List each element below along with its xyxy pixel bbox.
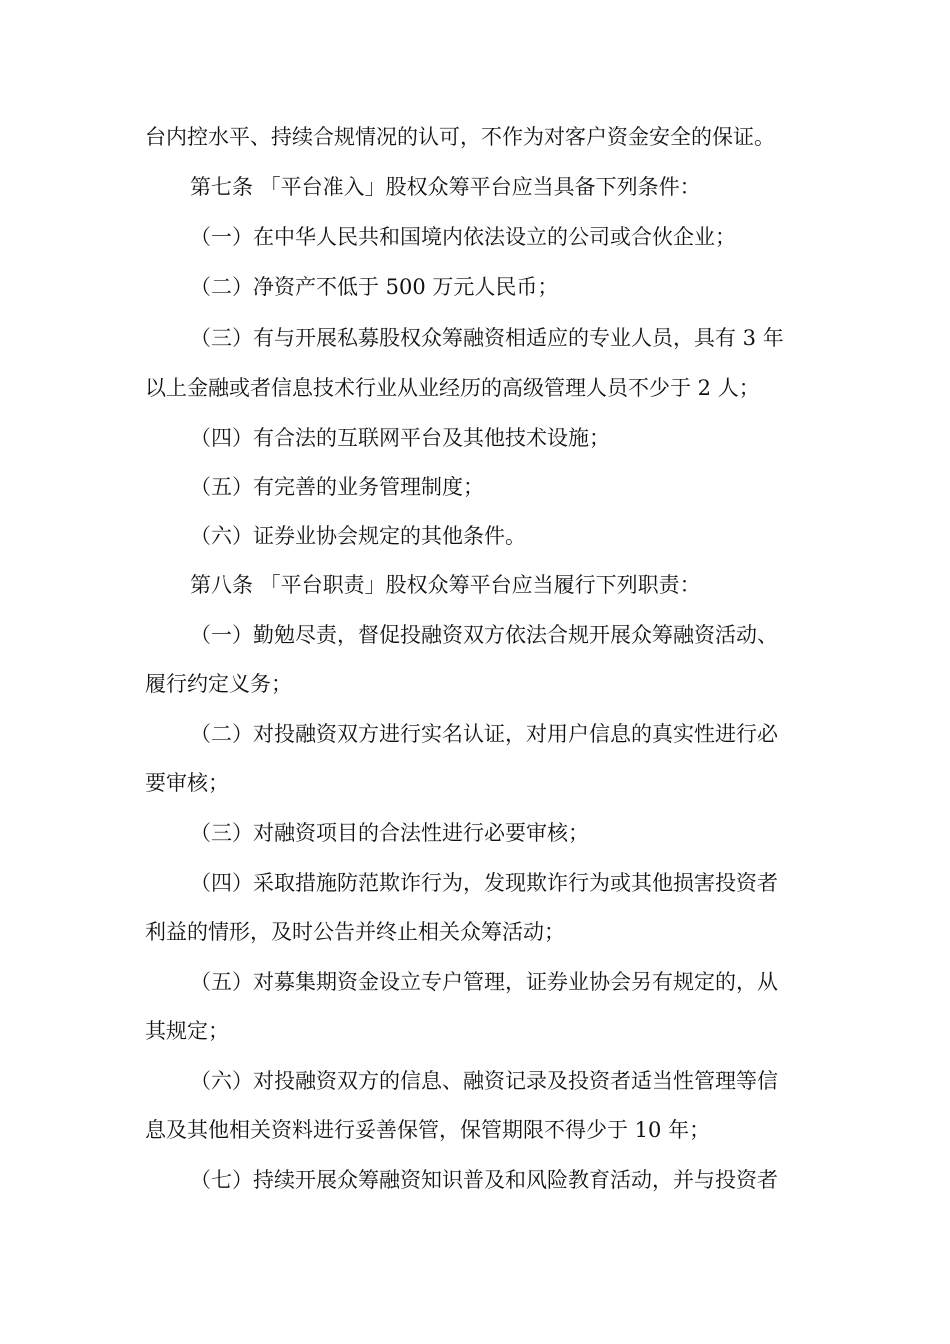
paragraph-line: （四）采取措施防范欺诈行为，发现欺诈行为或其他损害投资者 <box>190 871 778 895</box>
paragraph-line: 息及其他相关资料进行妥善保管，保管期限不得少于 10 年； <box>145 1118 711 1142</box>
paragraph-line: （三）有与开展私募股权众筹融资相适应的专业人员，具有 3 年 <box>190 326 784 350</box>
paragraph-line: （二）对投融资双方进行实名认证，对用户信息的真实性进行必 <box>190 722 778 746</box>
paragraph-line: （一）在中华人民共和国境内依法设立的公司或合伙企业； <box>190 225 736 249</box>
paragraph-line: （三）对融资项目的合法性进行必要审核； <box>190 821 589 845</box>
paragraph-line: （二）净资产不低于 500 万元人民币； <box>190 275 559 299</box>
paragraph-line: 其规定； <box>145 1019 229 1043</box>
paragraph-line: （四）有合法的互联网平台及其他技术设施； <box>190 426 610 450</box>
paragraph-line: （一）勤勉尽责，督促投融资双方依法合规开展众筹融资活动、 <box>190 623 778 647</box>
article-seven-heading: 第七条 「平台准入」股权众筹平台应当具备下列条件： <box>190 175 701 199</box>
paragraph-line: （六）证券业协会规定的其他条件。 <box>190 524 526 548</box>
paragraph-line: 要审核； <box>145 771 229 795</box>
paragraph-line: （七）持续开展众筹融资知识普及和风险教育活动，并与投资者 <box>190 1168 778 1192</box>
paragraph-line: （五）有完善的业务管理制度； <box>190 475 484 499</box>
paragraph-line: 利益的情形，及时公告并终止相关众筹活动； <box>145 920 565 944</box>
paragraph-line: 履行约定义务； <box>145 672 292 696</box>
article-eight-heading: 第八条 「平台职责」股权众筹平台应当履行下列职责： <box>190 573 701 597</box>
paragraph-line: （六）对投融资双方的信息、融资记录及投资者适当性管理等信 <box>190 1069 778 1093</box>
paragraph-line: （五）对募集期资金设立专户管理，证券业协会另有规定的，从 <box>190 970 778 994</box>
paragraph-line: 台内控水平、持续合规情况的认可，不作为对客户资金安全的保证。 <box>145 125 775 149</box>
paragraph-line: 以上金融或者信息技术行业从业经历的高级管理人员不少于 2 人； <box>145 376 760 400</box>
